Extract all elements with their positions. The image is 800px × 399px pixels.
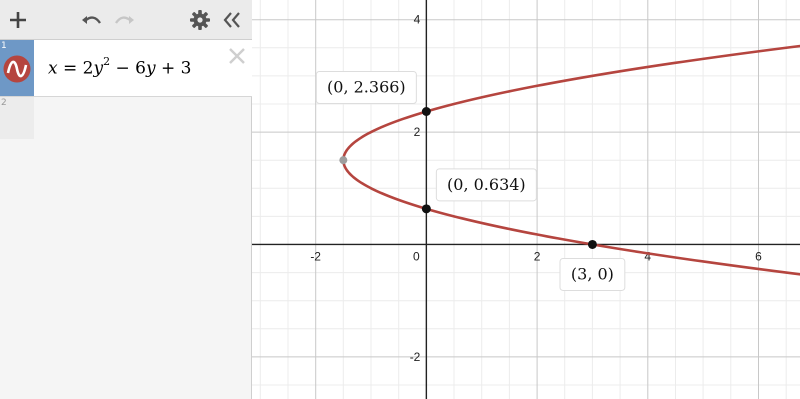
close-icon[interactable] <box>227 46 247 66</box>
point-label <box>436 169 536 201</box>
expression-index-2: 2 <box>1 98 7 108</box>
intercept-point[interactable] <box>422 107 431 116</box>
curve-icon[interactable] <box>3 55 31 83</box>
expression-term-a: − 6 <box>110 58 146 79</box>
point-label <box>560 258 625 290</box>
toolbar <box>0 0 252 40</box>
redo-icon[interactable] <box>110 6 138 34</box>
expression-term-b: + 3 <box>155 58 192 79</box>
gear-icon[interactable] <box>186 6 214 34</box>
undo-icon[interactable] <box>78 6 106 34</box>
point-label <box>316 71 416 103</box>
plus-icon[interactable] <box>4 6 32 34</box>
double-chevron-left-icon[interactable] <box>218 6 246 34</box>
expression-item[interactable] <box>0 40 252 97</box>
y-tick-label: -2 <box>409 349 421 364</box>
svg-text:(0, 2.366): (0, 2.366) <box>327 77 406 97</box>
x-tick-label: 4 <box>644 249 652 264</box>
expression-coef: 2 <box>82 58 94 79</box>
expression-formula[interactable]: $x = 2y^2 - 6y + 3$ <box>48 55 192 79</box>
expression-index: 1 <box>1 41 7 51</box>
x-tick-label: 2 <box>533 249 541 264</box>
expression-tab[interactable] <box>0 40 34 96</box>
vertex-point[interactable] <box>339 156 347 164</box>
expression-var: y <box>93 58 104 79</box>
x-tick-label: 0 <box>413 249 420 264</box>
y-tick-label: 4 <box>413 12 421 27</box>
expression-var2: y <box>145 58 156 79</box>
svg-text:(0, 0.634): (0, 0.634) <box>447 174 526 194</box>
parabola-curve[interactable] <box>343 0 800 399</box>
expression-lhs: x <box>48 58 58 79</box>
expression-exponent: 2 <box>103 55 111 68</box>
expression-panel <box>0 0 252 399</box>
svg-text:(3, 0): (3, 0) <box>570 264 614 284</box>
intercept-point[interactable] <box>588 240 597 249</box>
x-tick-label: -2 <box>310 249 321 264</box>
empty-expression-row[interactable] <box>0 97 34 139</box>
y-tick-label: 2 <box>413 125 421 140</box>
intercept-point[interactable] <box>422 204 431 213</box>
graph-canvas[interactable] <box>252 0 800 399</box>
x-tick-label: 6 <box>755 249 762 264</box>
